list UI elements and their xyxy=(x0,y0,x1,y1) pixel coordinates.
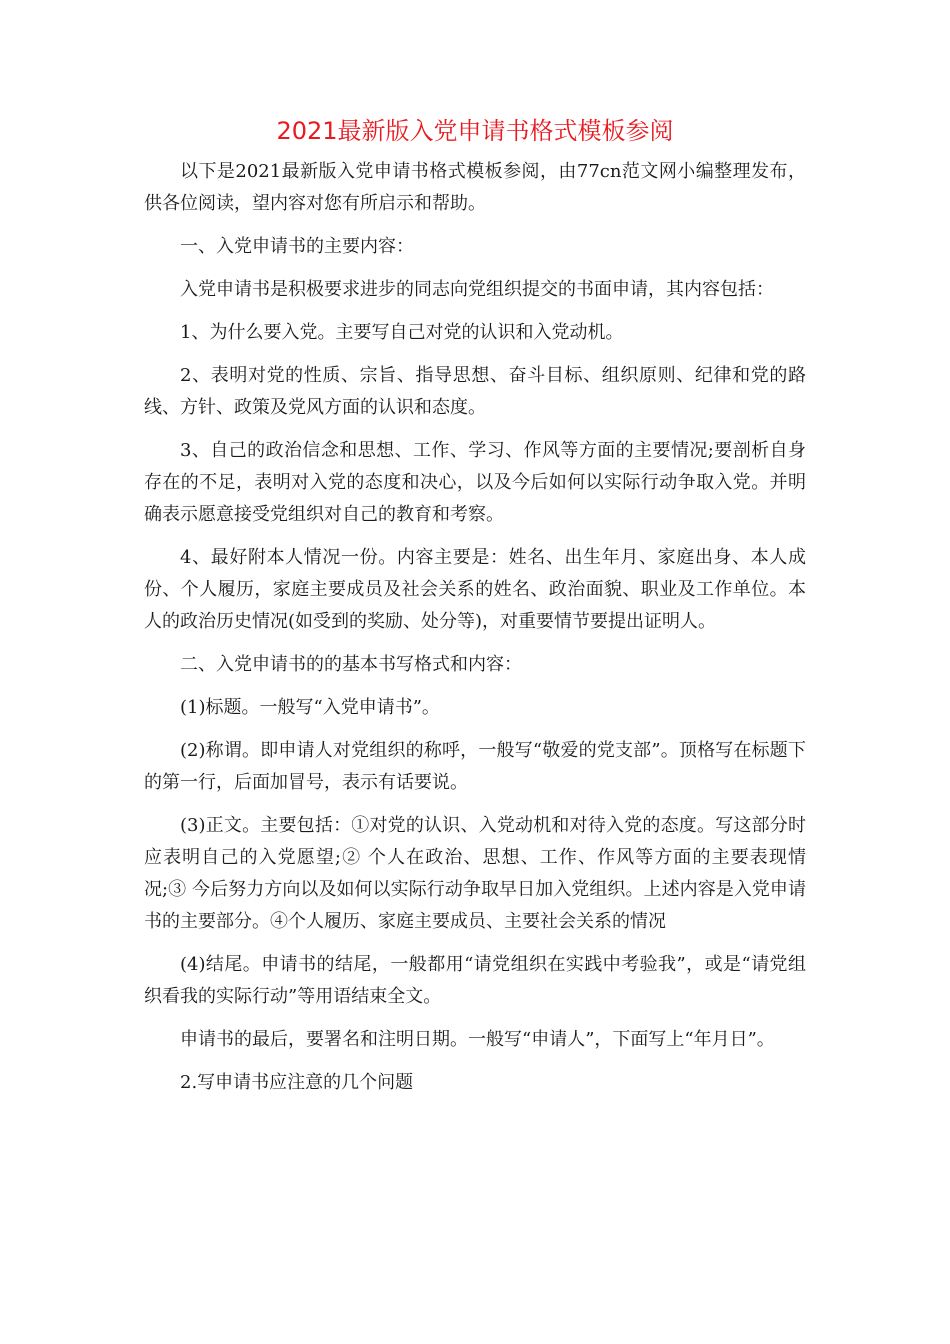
list-item-4: 4、最好附本人情况一份。内容主要是：姓名、出生年月、家庭出身、本人成份、个人履历，家庭主要成员及社会关系的姓名、政治面貌、职业及工作单位。本人的政治历史情况(如受到的奖励、处分等)，对重要情节要提出证明人。 xyxy=(144,547,806,632)
list-item-1: 1、为什么要入党。主要写自己对党的认识和入党动机。 xyxy=(180,322,624,343)
document-title: 2021最新版入党申请书格式模板参阅 xyxy=(276,117,674,145)
paragraph-intro: 以下是2021最新版入党申请书格式模板参阅，由77cn范文网小编整理发布，供各位阅读，望内容对您有所启示和帮助。 xyxy=(144,161,806,214)
format-item-salutation: (2)称谓。即申请人对党组织的称呼，一般写“敬爱的党支部”。顶格写在标题下的第一行，后面加冒号，表示有话要说。 xyxy=(144,740,806,793)
document-body xyxy=(144,156,806,1110)
paragraph-definition: 入党申请书是积极要求进步的同志向党组织提交的书面申请，其内容包括： xyxy=(180,279,774,300)
section-heading-main-content: 一、入党申请书的主要内容： xyxy=(180,236,414,257)
format-item-body: (3)正文。主要包括：①对党的认识、入党动机和对待入党的态度。写这部分时应表明自己的入党愿望;② 个人在政治、思想、工作、作风等方面的主要表现情况;③ 今后努力方向以及如何以实际行动争取早日加入党组织。上述内容是入党申请书的主要部分。④个人履历、家庭主要成员、主要社会关系的情况 xyxy=(144,815,806,932)
list-item-3: 3、自己的政治信念和思想、工作、学习、作风等方面的主要情况;要剖析自身存在的不足，表明对入党的态度和决心，以及今后如何以实际行动争取入党。并明确表示愿意接受党组织对自己的教育和考察。 xyxy=(144,440,806,525)
format-item-title: (1)标题。一般写“入党申请书”。 xyxy=(180,697,440,718)
format-item-ending: (4)结尾。申请书的结尾，一般都用“请党组织在实践中考验我”，或是“请党组织看我的实际行动”等用语结束全文。 xyxy=(144,954,806,1007)
section-heading-notes: 2.写申请书应注意的几个问题 xyxy=(180,1072,414,1093)
section-heading-format: 二、入党申请书的的基本书写格式和内容： xyxy=(180,654,522,675)
paragraph-signature: 申请书的最后，要署名和注明日期。一般写“申请人”，下面写上“年月日”。 xyxy=(180,1029,775,1050)
list-item-2: 2、表明对党的性质、宗旨、指导思想、奋斗目标、组织原则、纪律和党的路线、方针、政策及党风方面的认识和态度。 xyxy=(144,365,806,418)
